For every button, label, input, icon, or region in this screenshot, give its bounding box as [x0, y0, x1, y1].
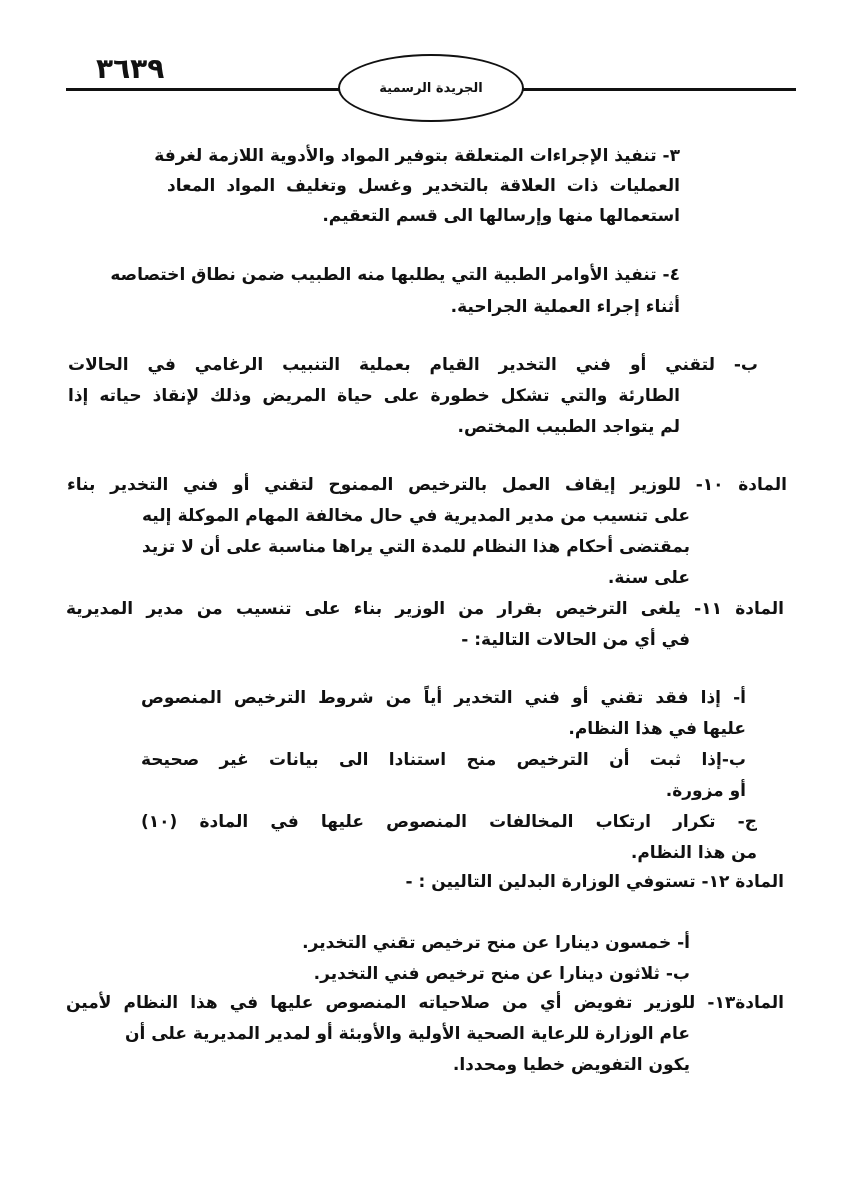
item-b-line-3: لم يتواجد الطبيب المختص.: [457, 417, 680, 437]
article-12-a: أ- خمسون دينارا عن منح ترخيص تقني التخدير.: [302, 933, 690, 953]
article-11-b-line-2: أو مزورة.: [665, 781, 746, 801]
item-b-line-1: ب- لتقني أو فني التخدير القيام بعملية التنبيب الرغامي في الحالات: [68, 355, 758, 375]
article-11-a-line-1: أ- إذا فقد تقني أو فني التخدير أياً من شروط الترخيص المنصوص: [141, 688, 746, 708]
article-12-b: ب- ثلاثون دينارا عن منح ترخيص فني التخدير.: [313, 964, 690, 984]
article-11-c-line-2: من هذا النظام.: [630, 843, 757, 863]
item-3-line-1: ٣- تنفيذ الإجراءات المتعلقة بتوفير المواد والأدوية اللازمة لغرفة: [154, 146, 680, 166]
article-10-line-4: على سنة.: [607, 568, 690, 588]
article-11-line-2: في أي من الحالات التالية: -: [461, 630, 690, 650]
article-13-line-3: يكون التفويض خطيا ومحددا.: [452, 1055, 690, 1075]
item-3-line-3: استعمالها منها وإرسالها الى قسم التعقيم.: [322, 206, 680, 226]
article-11-a-line-2: عليها في هذا النظام.: [568, 719, 746, 739]
article-13-line-2: عام الوزارة للرعاية الصحية الأولية والأوبئة أو لمدير المديرية على أن: [124, 1024, 690, 1044]
gazette-title: الجريدة الرسمية: [379, 80, 483, 96]
gazette-title-oval: [338, 54, 524, 122]
article-10-line-3: بمقتضى أحكام هذا النظام للمدة التي يراها مناسبة على أن لا تزيد: [142, 537, 690, 557]
article-11-line-1: المادة ١١- يلغى الترخيص بقرار من الوزير بناء على تنسيب من مدير المديرية: [66, 599, 785, 619]
item-3-line-2: العمليات ذات العلاقة بالتخدير وغسل وتغليف المواد المعاد: [167, 176, 680, 196]
item-b-line-2: الطارئة والتي تشكل خطورة على حياة المريض وذلك لإنقاذ حياته إذا: [68, 386, 680, 406]
article-10-line-1: المادة ١٠- للوزير إيقاف العمل بالترخيص الممنوح لتقني أو فني التخدير بناء: [67, 475, 787, 495]
page-number: ٣٦٣٩: [96, 52, 165, 85]
item-4-line-2: أثناء إجراء العملية الجراحية.: [450, 297, 680, 317]
item-4-line-1: ٤- تنفيذ الأوامر الطبية التي يطلبها منه الطبيب ضمن نطاق اختصاصه: [110, 265, 680, 285]
article-11-b-line-1: ب-إذا ثبت أن الترخيص منح استنادا الى بيانات غير صحيحة: [141, 750, 746, 770]
article-13-line-1: المادة١٣- للوزير تفويض أي من صلاحياته المنصوص عليها في هذا النظام لأمين: [66, 993, 784, 1013]
article-12-line-1: المادة ١٢- تستوفي الوزارة البدلين التاليين : -: [405, 872, 784, 892]
article-10-line-2: على تنسيب من مدير المديرية في حال مخالفة المهام الموكلة إليه: [142, 506, 690, 526]
article-11-c-line-1: ج- تكرار ارتكاب المخالفات المنصوص عليها في المادة (١٠): [141, 812, 757, 832]
